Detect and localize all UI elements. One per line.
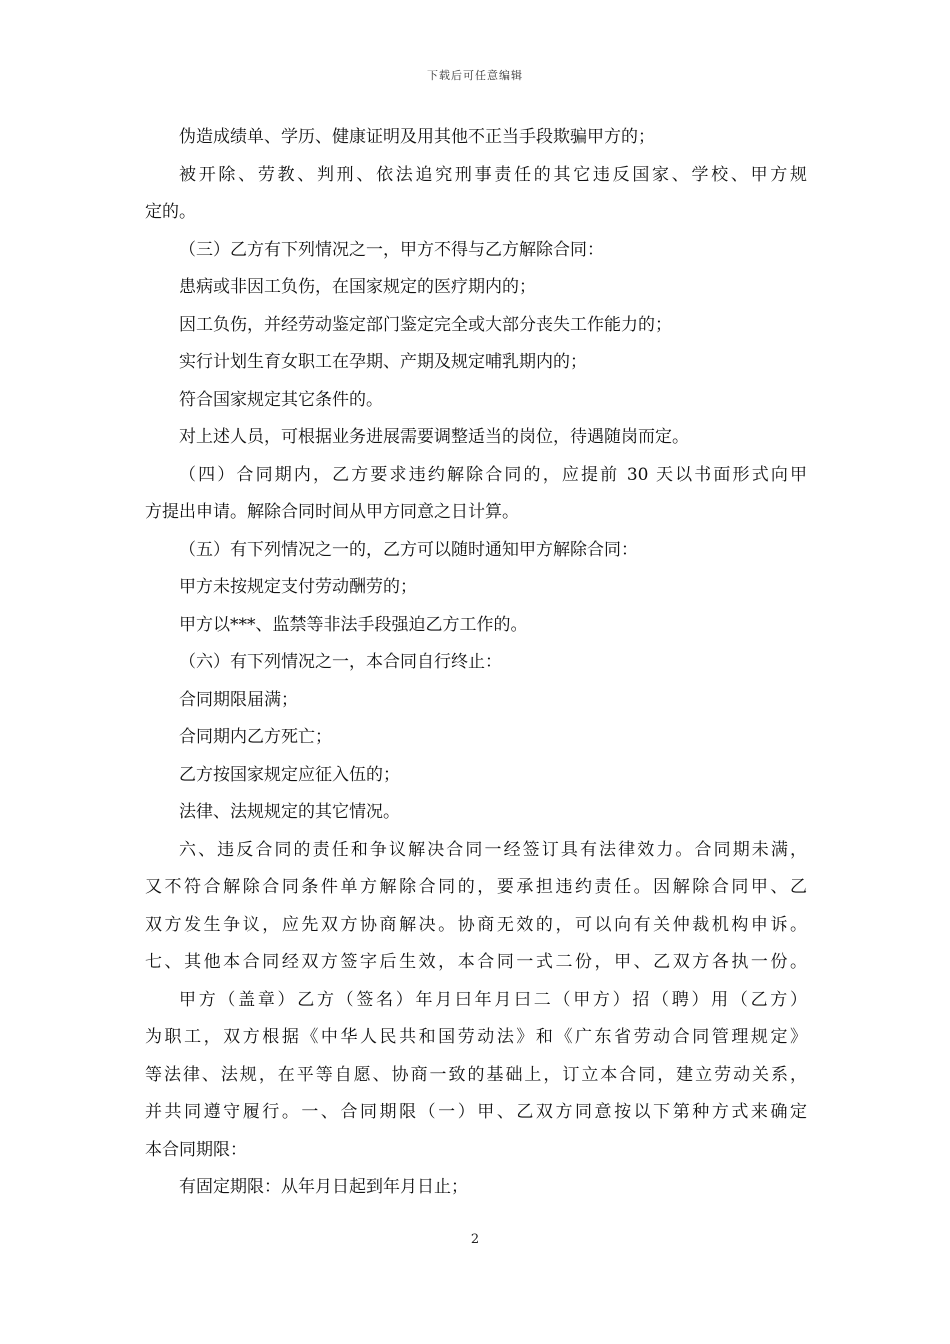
text-line: 对上述人员，可根据业务进展需要调整适当的岗位，待遇随岗而定。 [179,427,689,447]
text-line: 有固定期限：从年月日起到年月日止； [179,1177,468,1197]
text-line: 又不符合解除合同条件单方解除合同的，要承担违约责任。因解除合同甲、乙 [145,877,807,897]
text-line: 法律、法规规定的其它情况。 [179,802,400,822]
text-line: 等法律、法规，在平等自愿、协商一致的基础上，订立本合同，建立劳动关系， [145,1064,807,1085]
text-line: 方提出申请。解除合同时间从甲方同意之日计算。 [145,502,519,522]
text-line: （三）乙方有下列情况之一，甲方不得与乙方解除合同： [179,239,604,260]
text-line: 合同期限届满； [179,689,298,710]
text-line: 定的。 [145,202,196,222]
text-line: 伪造成绩单、学历、健康证明及用其他不正当手段欺骗甲方的； [179,127,655,147]
text-line: 被开除、劳教、判刑、依法追究刑事责任的其它违反国家、学校、甲方规 [179,164,807,185]
text-line: （四）合同期内，乙方要求违约解除合同的，应提前 30 天以书面形式向甲 [179,464,807,485]
text-line: 为职工，双方根据《中华人民共和国劳动法》和《广东省劳动合同管理规定》 [145,1027,807,1047]
page-header: 下载后可任意编辑 [427,69,523,82]
text-line: 患病或非因工负伤，在国家规定的医疗期内的； [179,277,536,297]
text-line: 符合国家规定其它条件的。 [179,389,383,410]
text-line: 甲方未按规定支付劳动酬劳的； [179,577,417,597]
text-line: 双方发生争议，应先双方协商解决。协商无效的，可以向有关仲裁机构申诉。 [145,914,807,935]
text-line: 七、其他本合同经双方签字后生效，本合同一式二份，甲、乙双方各执一份。 [145,952,807,972]
text-line: （六）有下列情况之一，本合同自行终止： [179,652,502,672]
text-line: 甲方（盖章）乙方（签名）年月曰年月曰二（甲方）招（聘）用（乙方） [179,989,807,1010]
text-line: 六、违反合同的责任和争议解决合同一经签订具有法律效力。合同期未满， [179,839,807,860]
text-line: 因工负伤，并经劳动鉴定部门鉴定完全或大部分丧失工作能力的； [179,314,672,335]
page-number: 2 [470,1232,480,1247]
text-line: 乙方按国家规定应征入伍的； [179,764,400,785]
text-line: 甲方以***、监禁等非法手段强迫乙方工作的。 [179,614,528,635]
text-line: 合同期内乙方死亡； [179,727,332,747]
text-line: 实行计划生育女职工在孕期、产期及规定哺乳期内的； [179,352,587,372]
text-line: （五）有下列情况之一的，乙方可以随时通知甲方解除合同： [179,539,638,560]
document-body [145,119,807,1207]
text-line: 并共同遵守履行。一、合同期限（一）甲、乙双方同意按以下第种方式来确定 [145,1102,807,1122]
text-line: 本合同期限： [145,1139,247,1160]
